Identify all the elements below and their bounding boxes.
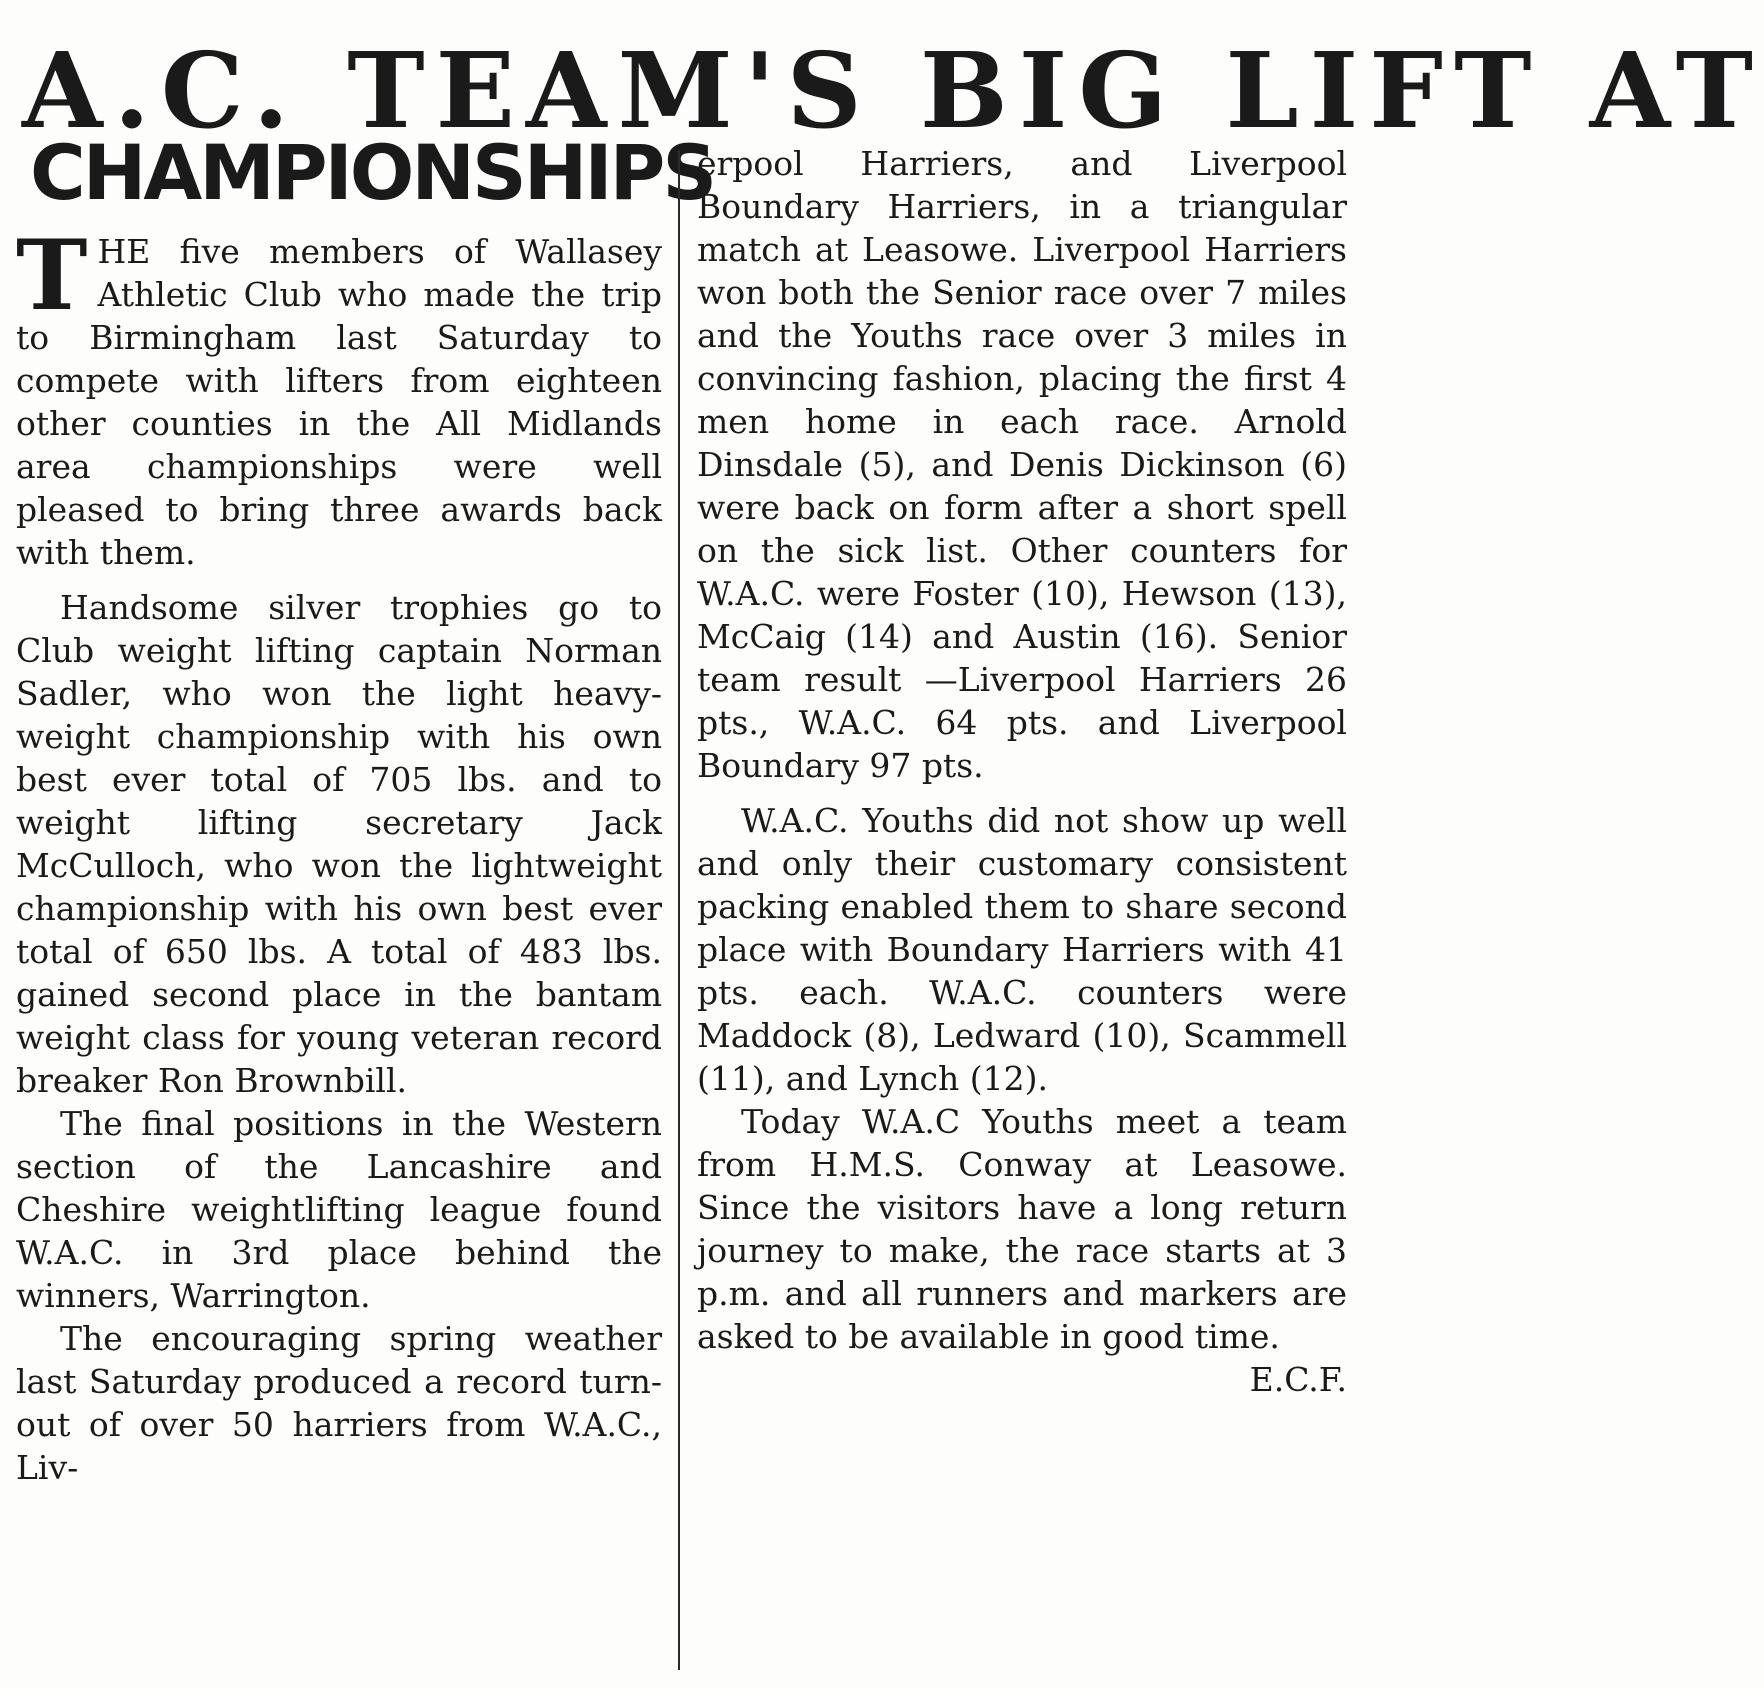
headline-line-2: CHAMPIONSHIPS: [30, 128, 715, 217]
drop-cap: T: [16, 219, 88, 332]
right-column: [697, 142, 1347, 1401]
headline-line-1: A.C. TEAM'S BIG LIFT AT: [22, 29, 1764, 152]
article-paragraph-5: erpool Harriers, and Liverpool Boundary Harriers, in a triangular match at Leasowe. Liverpool Harriers won both the Senior race over 7 miles and the Youths race over 3 miles in convincing fashion, placing the first 4 men home in each race. Arnold Dinsdale (5), and Denis Dickinson (6) were back on form after a short spell on the sick list. Other counters for W.A.C. were Foster (10), Hewson (13), McCaig (14) and Austin (16). Senior team result —Liverpool Harriers 26 pts., W.A.C. 64 pts. and Liverpool Boundary 97 pts.: [697, 144, 1347, 785]
paragraph-1-text: HE five members of Wallasey Athletic Club who made the trip to Birmingham last Saturday to compete with lifters from eighteen other counties in the All Midlands area championships were well pleased to bring three awards back with them.: [16, 232, 662, 572]
article-paragraph-7: Today W.A.C Youths meet a team from H.M.S. Conway at Leasowe. Since the visitors have a long return journey to make, the race starts at 3 p.m. and all runners and markers are asked to be available in good time.: [697, 1102, 1347, 1356]
article-paragraph-4: The encouraging spring weather last Saturday produced a record turn-out of over 50 harriers from W.A.C., Liv-: [16, 1319, 662, 1487]
column-divider: [678, 150, 680, 1670]
article-paragraph-1: [16, 219, 662, 574]
article-paragraph-3: The final positions in the Western section of the Lancashire and Cheshire weightlifting league found W.A.C. in 3rd place behind the winners, Warrington.: [16, 1104, 662, 1315]
author-initials: E.C.F.: [1249, 1360, 1347, 1399]
left-column: [16, 219, 662, 1489]
article-paragraph-2: Handsome silver trophies go to Club weight lifting captain Norman Sadler, who won the light heavy-weight championship with his own best ever total of 705 lbs. and to weight lifting secretary Jack McCulloch, who won the lightweight championship with his own best ever total of 650 lbs. A total of 483 lbs. gained second place in the bantam weight class for young veteran record breaker Ron Brownbill.: [16, 588, 662, 1100]
article-paragraph-6: W.A.C. Youths did not show up well and only their customary consistent packing enabled them to share second place with Boundary Harriers with 41 pts. each. W.A.C. counters were Maddock (8), Ledward (10), Scammell (11), and Lynch (12).: [697, 801, 1347, 1098]
